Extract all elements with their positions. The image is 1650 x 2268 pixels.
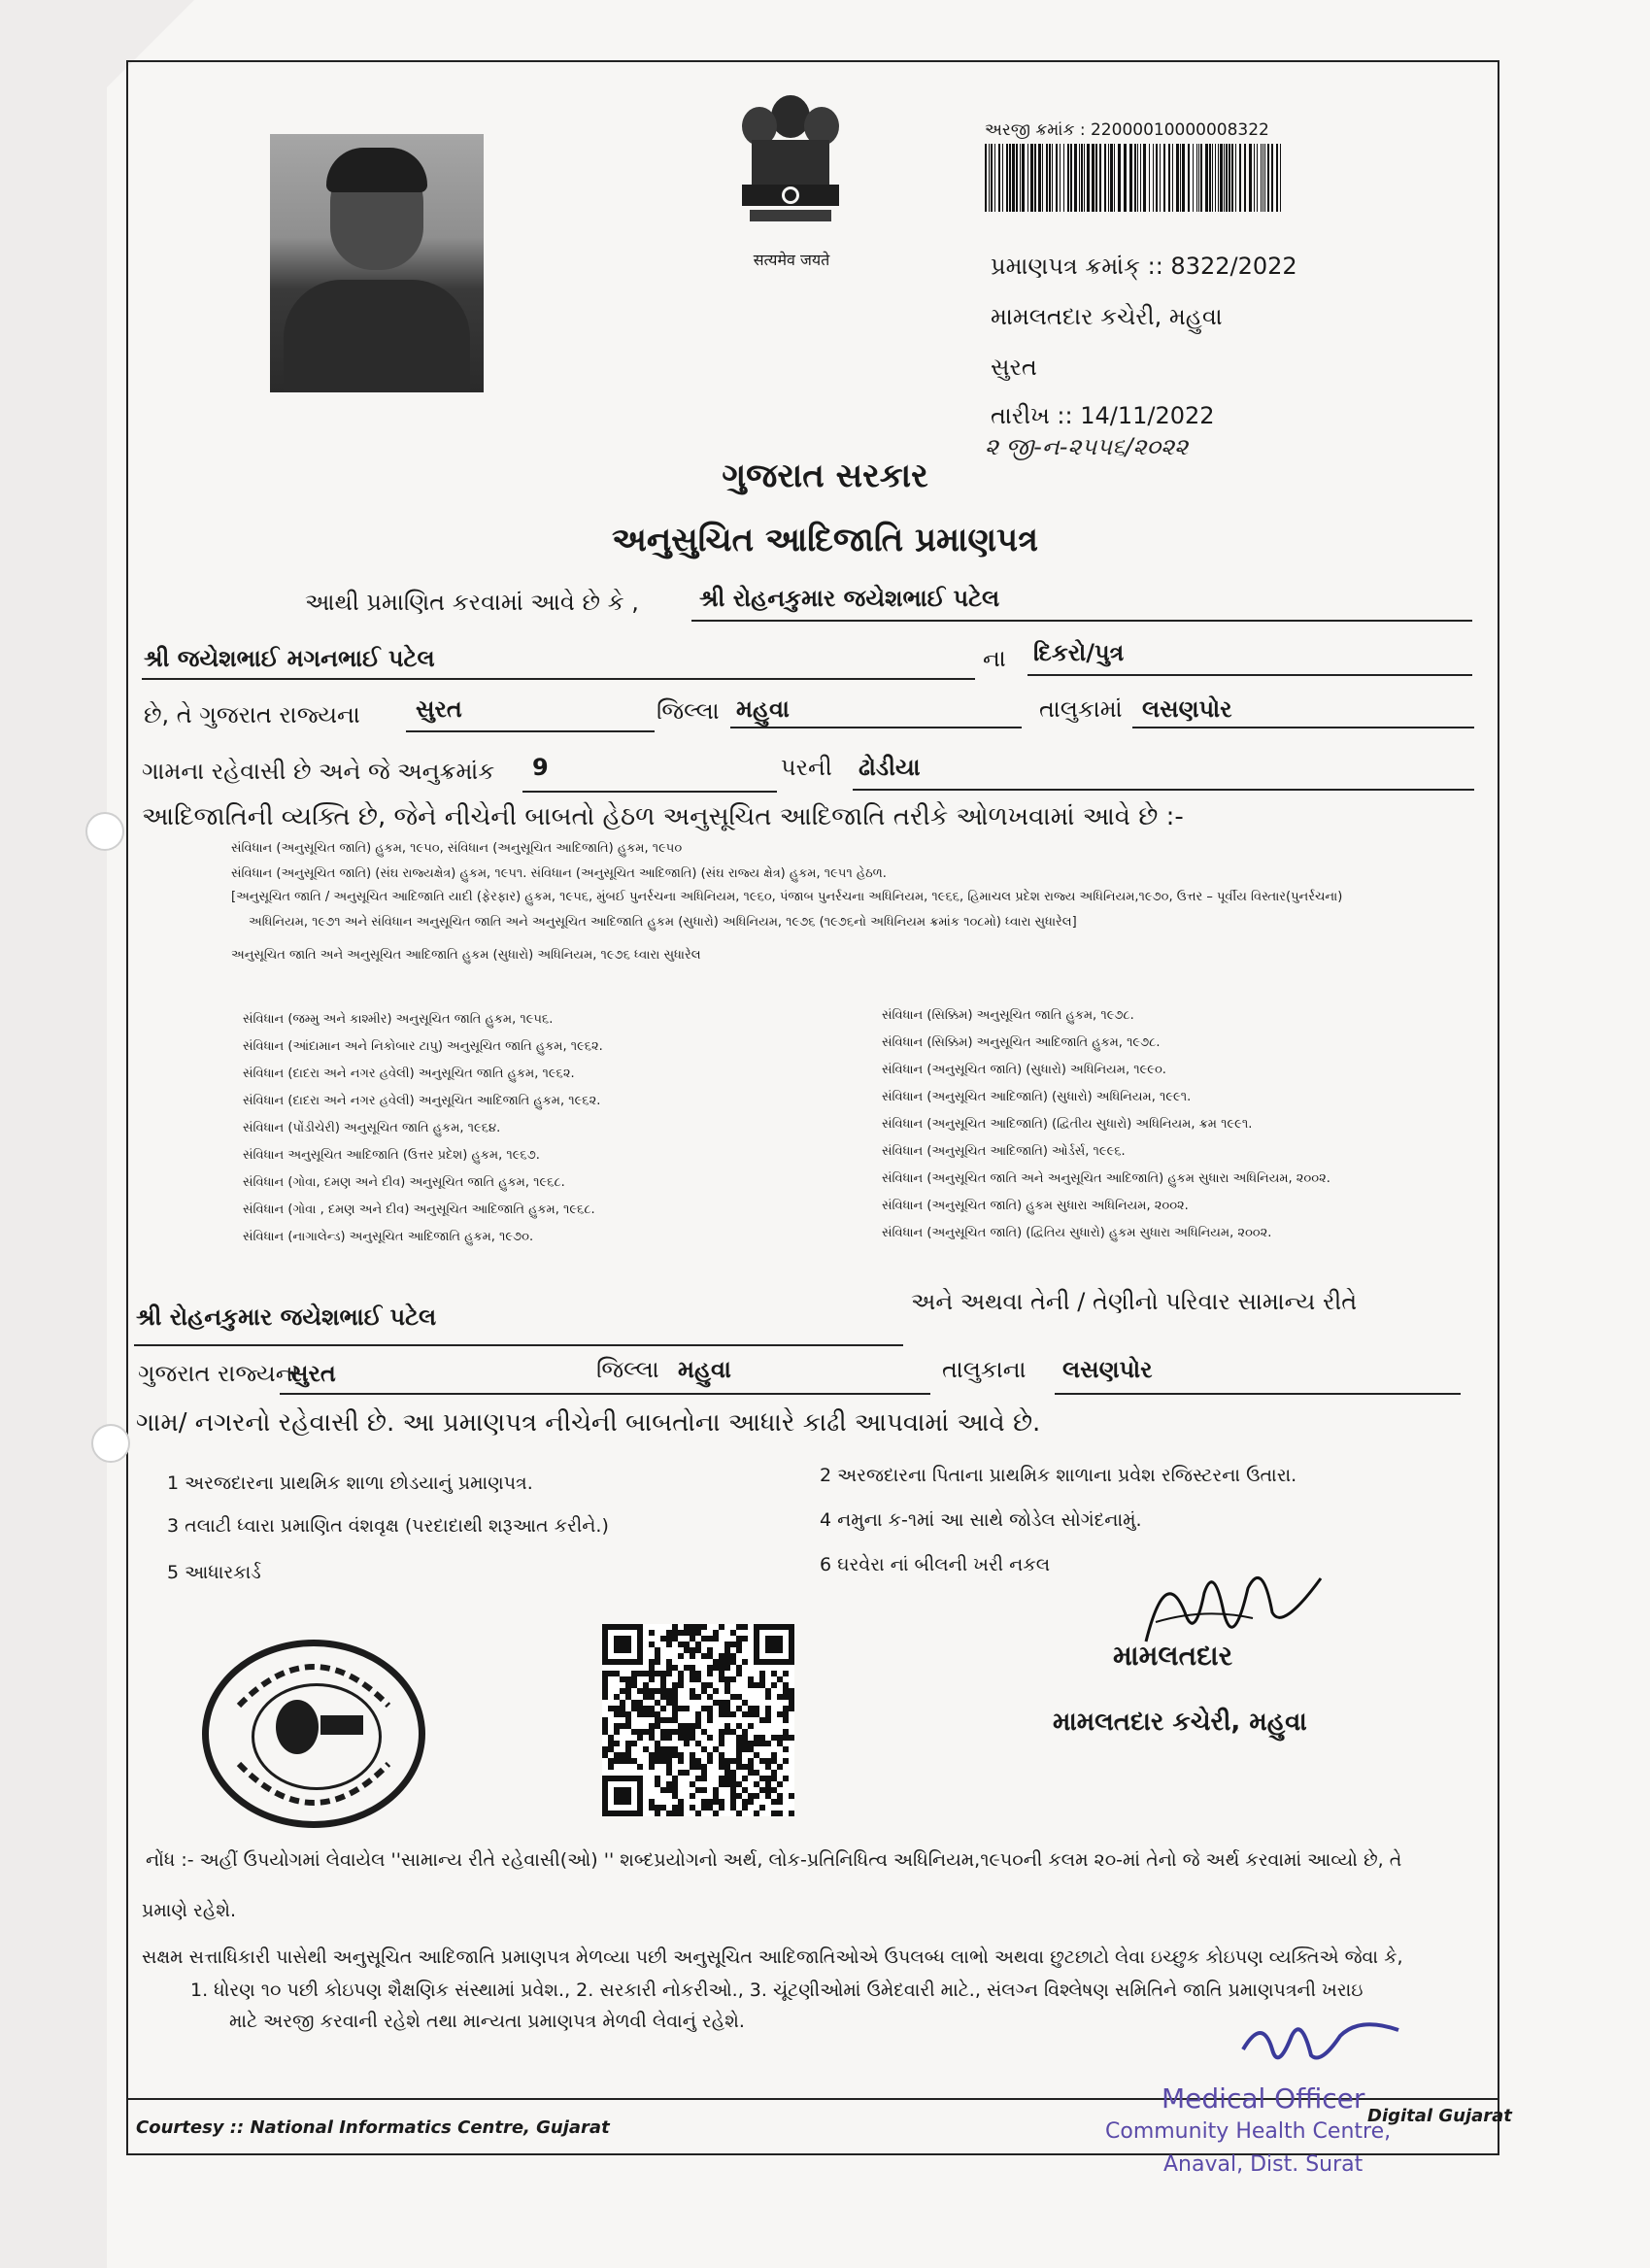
document-item: 2 અરજદારના પિતાના પ્રાથમિક શાળાના પ્રવેશ રજિસ્ટરના ઉતારા. — [820, 1465, 1297, 1486]
order-line: સંવિધાન (અનુસૂચિત જાતિ) (સંઘ રાજ્યક્ષેત્ર) હુકમ, ૧૯૫૧. સંવિધાન (અનુસૂચિત આદિજાતિ) (સંઘ રાજ્ય ક્ષેત્ર) હુકમ, ૧૯૫૧ હેઠળ. — [231, 866, 887, 881]
order-right-item: સંવિધાન (સિક્કિમ) અનુસૂચિત આદિજાતિ હુકમ, ૧૯૭૮. — [882, 1035, 1161, 1050]
mo-stamp-line: Medical Officer — [1162, 2082, 1365, 2115]
barcode-bar — [1052, 144, 1053, 212]
barcode-bar — [1095, 144, 1097, 212]
order-right-item: સંવિધાન (અનુસૂચિત આદિજાતિ) (દ્વિતીય સુધારો) અધિનિયમ, ક્રમ ૧૯૯૧. — [882, 1117, 1253, 1132]
order-line: [અનુસૂચિત જાતિ / અનુસૂચિત આદિજાતિ યાદી (ફેરફાર) હુકમ, ૧૯૫૬, મુંબઈ પુનર્રચના અધિનિયમ, ૧૯૬૦, પંજાબ પુનર્રચના અધિનિયમ, ૧૯૬૬, હિમાચલ પ્રદેશ રાજ્ય અધિનિયમ,૧૯૭૦, ઉત્તર – પૂર્વીય વિસ્તાર(પુનર્રચના) — [231, 890, 1343, 904]
of-label: ના — [983, 645, 1006, 672]
village-value-2: લસણપોર — [1062, 1356, 1153, 1383]
digital-gujarat-footer: Digital Gujarat — [1367, 2106, 1512, 2126]
order-left-item: સંવિધાન અનુસૂચિત આદિજાતિ (ઉત્તર પ્રદેશ) હુકમ, ૧૯૬૭. — [243, 1148, 540, 1163]
barcode-bar — [1067, 144, 1069, 212]
certify-prefix: આથી પ્રમાણિત કરવામાં આવે છે કે , — [305, 589, 639, 616]
barcode-bar — [1280, 144, 1281, 212]
barcode-bar — [1196, 144, 1197, 212]
order-left-item: સંવિધાન (આંદામાન અને નિકોબાર ટાપુ) અનુસૂચિત જાતિ હુકમ, ૧૯૬૨. — [243, 1039, 603, 1054]
barcode-bar — [1074, 144, 1077, 212]
eligibility-item: 1. ધોરણ ૧૦ પછી કોઇપણ શૈક્ષણિક સંસ્થામાં પ્રવેશ., 2. સરકારી નોકરીઓ., 3. ચૂંટણીઓમાં ઉમેદવારી માટે., સંલગ્ન વિશ્લેષણ સમિતિને જાતિ પ્રમાણપત્રની ખરાઇ — [190, 1980, 1364, 2001]
signatory-title: મામલતદાર — [1113, 1640, 1233, 1672]
serial-number: 9 — [532, 754, 549, 781]
barcode-bar — [1205, 144, 1208, 212]
barcode-bar — [1016, 144, 1018, 212]
government-title: ગુજરાત સરકાર — [722, 457, 928, 495]
barcode-bar — [1220, 144, 1223, 212]
state-label: છે, તે ગુજરાત રાજ્યના — [144, 701, 360, 728]
barcode-bar — [1092, 144, 1094, 212]
barcode-bar — [1084, 144, 1085, 212]
order-right-item: સંવિધાન (અનુસૂચિત જાતિ) (સુધારો) અધિનિયમ, ૧૯૯૦. — [882, 1063, 1166, 1077]
barcode-bar — [991, 144, 993, 212]
relation: દિકરો/પુત્ર — [1033, 639, 1125, 666]
qr-code — [602, 1624, 794, 1816]
barcode-bar — [1070, 144, 1072, 212]
state-label-2: ગુજરાત રાજ્યના — [138, 1360, 299, 1387]
document-item: 5 આધારકાર્ડ — [167, 1562, 261, 1583]
barcode-bar — [1009, 144, 1011, 212]
note-line: નોંધ :- અહીં ઉપયોગમાં લેવાયેલ ''સામાન્ય રીતે રહેવાસી(ઓ) '' શબ્દપ્રયોગનો અર્થ, લોક-પ્રતિનિધિત્વ અધિનિયમ,૧૯૫૦ની કલમ ૨૦-માં તેનો જે અર્થ કરવામાં આવ્યો છે, તે — [146, 1849, 1402, 1871]
barcode-bar — [1140, 144, 1141, 212]
district-label-2: જિલ્લા — [596, 1356, 659, 1383]
barcode-bar — [1060, 144, 1061, 212]
order-right-item: સંવિધાન (અનુસૂચિત જાતિ) (દ્વિતિય સુધારો) હુકમ સુધારા અધિનિયમ, ૨૦૦૨. — [882, 1226, 1272, 1240]
barcode-bar — [1056, 144, 1058, 212]
barcode-bar — [1027, 144, 1028, 212]
applicant-name-2: શ્રી રોહનકુમાર જયેશભાઈ પટેલ — [136, 1303, 437, 1331]
order-line: અધિનિયમ, ૧૯૭૧ અને સંવિધાન અનુસૂચિત જાતિ અને અનુસૂચિત આદિજાતિ હુકમ (સુધારો) અધિનિયમ, ૧૯૭૬ (૧૯૭૬નો અધિનિયમ ક્રમાંક ૧૦૮મો) ધ્વારા સુધારેલ] — [249, 915, 1077, 930]
taluka-value-2: મહુવા — [678, 1356, 731, 1383]
barcode-bar — [1193, 144, 1194, 212]
barcode-bar — [1006, 144, 1008, 212]
district-label: જિલ્લા — [657, 697, 720, 725]
barcode-bar — [1020, 144, 1021, 212]
order-left-item: સંવિધાન (પોંડીચેરી) અનુસૂચિત જાતિ હુકમ, ૧૯૬૪. — [243, 1121, 501, 1135]
barcode-bar — [1081, 144, 1083, 212]
order-right-item: સંવિધાન (અનુસૂચિત જાતિ અને અનુસૂચિત આદિજાતિ) હુકમ સુધારા અધિનિયમ, ૨૦૦૨. — [882, 1171, 1330, 1186]
eligibility-item: માટે અરજી કરવાની રહેશે તથા માન્યતા પ્રમાણપત્ર મેળવી લેવાનું રહેશે. — [229, 2011, 745, 2032]
barcode-bar — [1160, 144, 1161, 212]
handwritten-reference: ૨ જી-ન-૨૫૫૬/૨૦૨૨ — [985, 433, 1189, 460]
emblem-motto: सत्यमेव जयते — [753, 251, 830, 269]
order-line: સંવિધાન (અનુસૂચિત જાતિ) હુકમ, ૧૯૫૦, સંવિધાન (અનુસૂચિત આદિજાતિ) હુકમ, ૧૯૫૦ — [231, 841, 683, 856]
document-item: 1 અરજદારના પ્રાથમિક શાળા છોડયાનું પ્રમાણપત્ર. — [167, 1473, 533, 1494]
barcode-bar — [1110, 144, 1113, 212]
barcode-bar — [1143, 144, 1146, 212]
order-right-item: સંવિધાન (અનુસૂચિત જાતિ) હુકમ સુધારા અધિનિયમ, ૨૦૦૨. — [882, 1199, 1189, 1213]
resident-label: ગામના રહેવાસી છે અને જે અનુક્રમાંક — [142, 758, 495, 785]
signatory-office: મામલતદાર કચેરી, મહુવા — [1053, 1708, 1307, 1737]
barcode-bar — [1271, 144, 1273, 212]
district-value-2: સુરત — [289, 1360, 336, 1387]
family-statement: અને અથવા તેની / તેણીનો પરિવાર સામાન્ય રીતે — [911, 1288, 1358, 1315]
note-line: પ્રમાણે રહેશે. — [142, 1900, 237, 1921]
applicant-photo — [270, 134, 484, 392]
father-name: શ્રી જયેશભાઈ મગનભાઈ પટેલ — [144, 645, 435, 672]
village-value: લસણપોર — [1142, 695, 1232, 723]
basis-statement: ગામ/ નગરનો રહેવાસી છે. આ પ્રમાણપત્ર નીચેની બાબતોના આધારે કાઢી આપવામાં આવે છે. — [136, 1408, 1041, 1438]
barcode-bar — [1137, 144, 1138, 212]
barcode-bar — [1034, 144, 1036, 212]
application-number: અરજી ક્રમાંક : 22000010000008322 — [985, 120, 1269, 140]
barcode-bar — [1118, 144, 1121, 212]
barcode-bar — [1198, 144, 1199, 212]
courtesy-footer: Courtesy :: National Informatics Centre, Gujarat — [136, 2117, 610, 2138]
order-right-item: સંવિધાન (અનુસૂચિત આદિજાતિ) (સુધારો) અધિનિયમ, ૧૯૯૧. — [882, 1090, 1192, 1104]
barcode-bar — [1182, 144, 1185, 212]
barcode-bar — [1215, 144, 1216, 212]
barcode-bar — [1063, 144, 1064, 212]
barcode-bar — [1188, 144, 1190, 212]
order-left-item: સંવિધાન (ગોવા, દમણ અને દીવ) અનુસૂચિત જાતિ હુકમ, ૧૯૬૮. — [243, 1175, 565, 1190]
barcode-bar — [1261, 144, 1262, 212]
barcode-bar — [1212, 144, 1213, 212]
barcode-bar — [1129, 144, 1132, 212]
punch-hole — [85, 812, 124, 851]
barcode-bar — [1254, 144, 1255, 212]
barcode-bar — [1209, 144, 1211, 212]
barcode-bar — [1200, 144, 1202, 212]
barcode-bar — [1176, 144, 1179, 212]
barcode-bar — [1149, 144, 1150, 212]
of-label-2: પરની — [781, 754, 832, 781]
barcode-bar — [1239, 144, 1241, 212]
national-emblem-icon — [730, 89, 851, 235]
barcode-bar — [1153, 144, 1154, 212]
applicant-name: શ્રી રોહનકુમાર જયેશભાઈ પટેલ — [699, 585, 1000, 612]
barcode-bar — [1087, 144, 1090, 212]
barcode-bar — [1030, 144, 1033, 212]
barcode-bar — [1257, 144, 1258, 212]
barcode-bar — [1172, 144, 1173, 212]
barcode-bar — [998, 144, 1000, 212]
barcode-bar — [1079, 144, 1080, 212]
barcode-bar — [1168, 144, 1170, 212]
barcode-bar — [1022, 144, 1025, 212]
tribe-statement: આદિજાતિની વ્યક્તિ છે, જેને નીચેની બાબતો હેઠળ અનુસૂચિત આદિજાતિ તરીકે ઓળખવામાં આવે છે :- — [142, 802, 1184, 831]
barcode-bar — [1267, 144, 1269, 212]
mo-stamp-line: Community Health Centre, — [1105, 2119, 1392, 2144]
barcode-bar — [1163, 144, 1165, 212]
order-left-item: સંવિધાન (દાદરા અને નગર હવેલી) અનુસૂચિત જાતિ હુકમ, ૧૯૬૨. — [243, 1066, 575, 1081]
order-left-item: સંવિધાન (જમ્મુ અને કાશ્મીર) અનુસૂચિત જાતિ હુકમ, ૧૯૫૬. — [243, 1012, 554, 1027]
barcode-bar — [1218, 144, 1219, 212]
document-item: 3 તલાટી ધ્વારા પ્રમાણિત વંશવૃક્ષ (પરદાદાથી શરૂઆત કરીને.) — [167, 1515, 609, 1537]
mo-stamp-line: Anaval, Dist. Surat — [1163, 2152, 1364, 2177]
seal-lettering-icon — [200, 1638, 427, 1830]
issuing-district: સુરત — [991, 354, 1037, 381]
medical-officer-signature — [1233, 2007, 1408, 2079]
taluka-label-2: તાલુકાના — [942, 1356, 1027, 1383]
barcode-bar — [1108, 144, 1109, 212]
order-line: અનુસૂચિત જાતિ અને અનુસૂચિત આદિજાતિ હુકમ (સુધારો) અધિનિયમ, ૧૯૭૬ ધ્વારા સુધારેલ — [231, 948, 701, 963]
tribe-name: ઢોડીયા — [859, 754, 921, 781]
barcode-bar — [1276, 144, 1278, 212]
certificate-title: અનુસુચિત આદિજાતિ પ્રમાણપત્ર — [611, 521, 1039, 559]
eligibility-paragraph: સક્ષમ સત્તાધિકારી પાસેથી અનુસૂચિત આદિજાતિ પ્રમાણપત્ર મેળવ્યા પછી અનુસૂચિત આદિજાતિઓએ ઉપલબ્ધ લાભો અથવા છુટછાટો લેવા ઇચ્છુક કોઇપણ વ્યક્તિએ જેવા કે, — [142, 1946, 1403, 1968]
barcode-bar — [1244, 144, 1246, 212]
certificate-number: પ્રમાણપત્ર ક્રમાંક્ :: 8322/2022 — [991, 253, 1297, 280]
order-right-item: સંવિધાન (સિક્કિમ) અનુસૂચિત જાતિ હુકમ, ૧૯૭૮. — [882, 1008, 1134, 1023]
barcode-bar — [1134, 144, 1136, 212]
barcode-bar — [994, 144, 995, 212]
barcode-bar — [1224, 144, 1225, 212]
barcode-bar — [1249, 144, 1252, 212]
document-item: 6 ઘરવેરા નાં બીલની ખરી નકલ — [820, 1554, 1051, 1575]
barcode-bar — [1114, 144, 1115, 212]
barcode-bar — [1002, 144, 1003, 212]
barcode-bar — [1229, 144, 1230, 212]
barcode-bar — [1042, 144, 1043, 212]
order-left-item: સંવિધાન (દાદરા અને નગર હવેલી) અનુસૂચિત આદિજાતિ હુકમ, ૧૯૬૨. — [243, 1094, 601, 1108]
punch-hole — [91, 1424, 130, 1463]
issuing-office: મામલતદાર કચેરી, મહુવા — [991, 303, 1223, 330]
barcode-bar — [1180, 144, 1181, 212]
issue-date: તારીખ :: 14/11/2022 — [991, 402, 1215, 429]
barcode-bar — [1049, 144, 1051, 212]
order-right-item: સંવિધાન (અનુસૂચિત આદિજાતિ) ઓર્ડર્સ, ૧૯૯૬. — [882, 1144, 1126, 1159]
barcode-bar — [1012, 144, 1015, 212]
barcode-bar — [1235, 144, 1236, 212]
barcode — [985, 144, 1288, 212]
barcode-bar — [989, 144, 990, 212]
barcode-bar — [1231, 144, 1233, 212]
order-left-item: સંવિધાન (ગોવા , દમણ અને દીવ) અનુસૂચિત આદિજાતિ હુકમ, ૧૯૬૮. — [243, 1202, 595, 1217]
document-item: 4 નમુના ક-૧માં આ સાથે જોડેલ સોગંદનામું. — [820, 1509, 1142, 1531]
barcode-bar — [1038, 144, 1041, 212]
barcode-bar — [1046, 144, 1048, 212]
taluka-value: મહુવા — [736, 695, 790, 723]
taluka-label: તાલુકામાં — [1039, 695, 1123, 723]
barcode-bar — [1104, 144, 1106, 212]
order-left-item: સંવિધાન (નાગાલેન્ડ) અનુસૂચિત આદિજાતિ હુકમ, ૧૯૭૦. — [243, 1230, 534, 1244]
barcode-bar — [985, 144, 987, 212]
district-value: સુરત — [416, 695, 462, 723]
barcode-bar — [1099, 144, 1101, 212]
barcode-bar — [1226, 144, 1228, 212]
barcode-bar — [1264, 144, 1265, 212]
barcode-bar — [1124, 144, 1127, 212]
barcode-bar — [1156, 144, 1158, 212]
